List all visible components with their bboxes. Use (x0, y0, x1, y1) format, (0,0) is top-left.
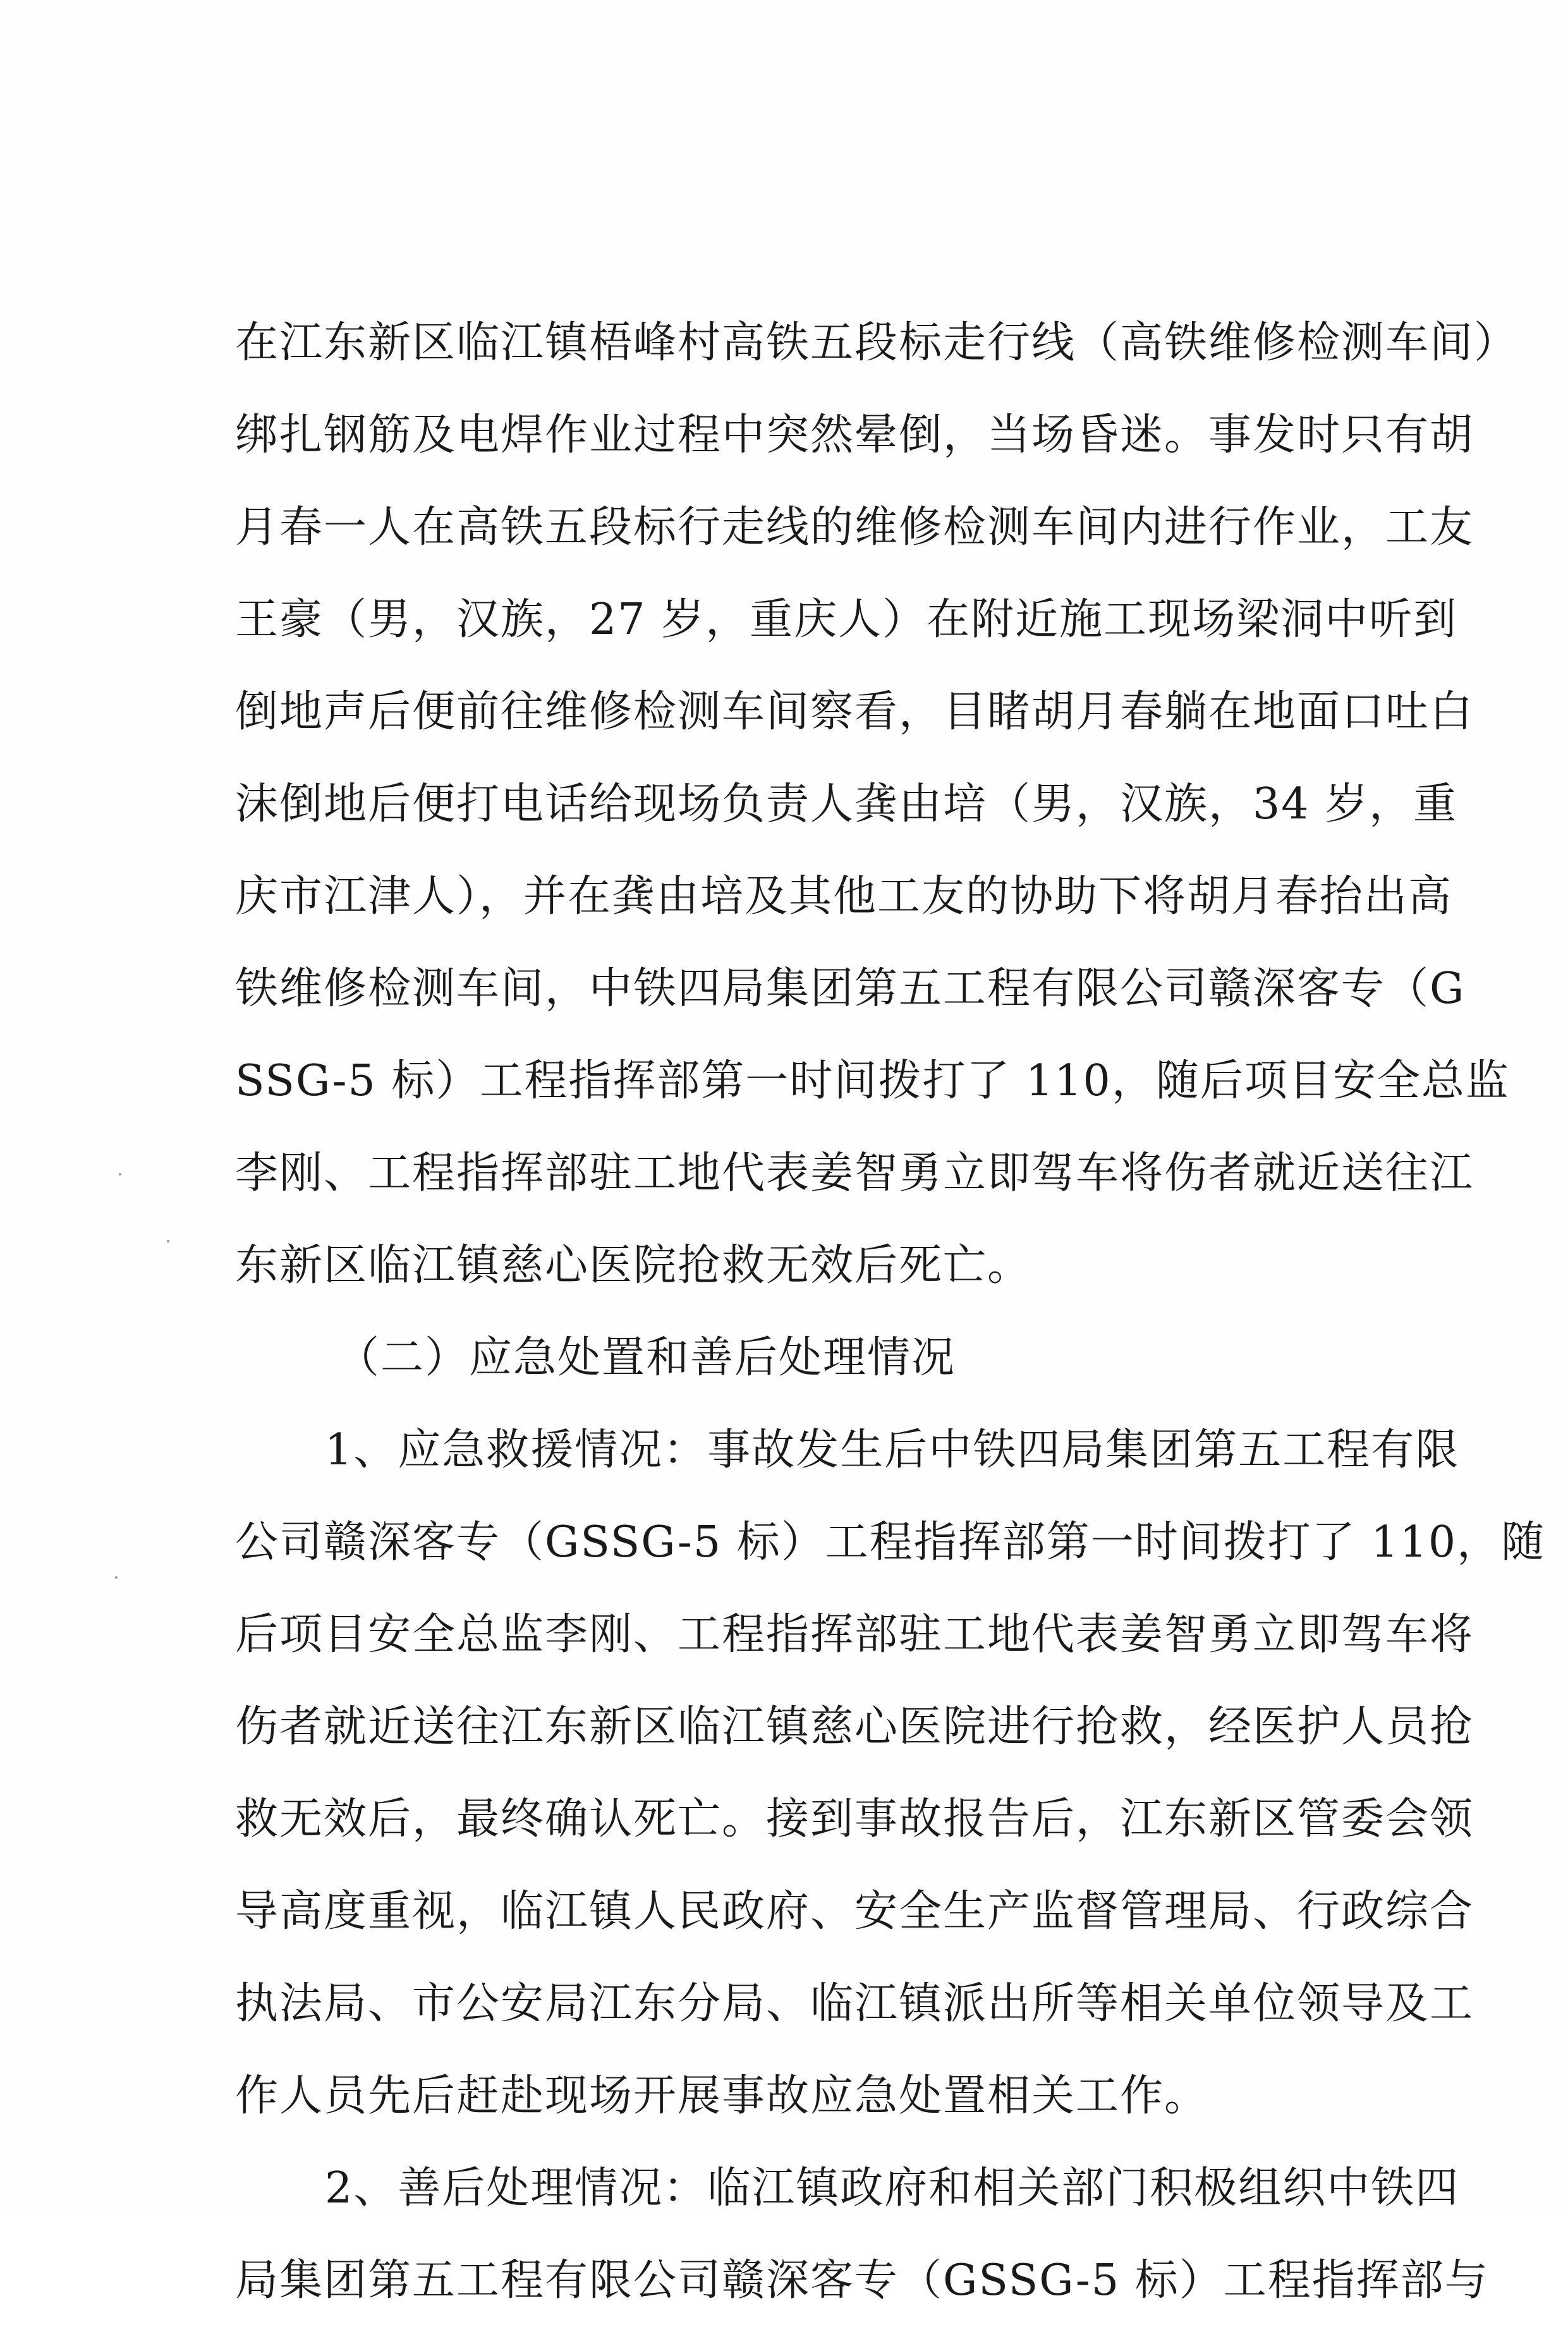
text-line: 铁维修检测车间，中铁四局集团第五工程有限公司赣深客专（G (235, 964, 1466, 1014)
text-line: 伤者就近送往江东新区临江镇慈心医院进行抢救，经医护人员抢 (235, 1702, 1474, 1752)
text-line: 作人员先后赶赴现场开展事故应急处置相关工作。 (235, 2071, 1209, 2121)
text-line: 东新区临江镇慈心医院抢救无效后死亡。 (235, 1241, 1032, 1291)
paragraph-accident-description (235, 297, 1519, 1312)
text-line: SSG-5 标）工程指挥部第一时间拨打了 110，随后项目安全总监 (235, 1056, 1510, 1106)
text-line: 庆市江津人），并在龚由培及其他工友的协助下将胡月春抬出高 (235, 872, 1453, 921)
text-line: 月春一人在高铁五段标行走线的维修检测车间内进行作业，工友 (235, 502, 1474, 552)
scan-speck (115, 1576, 118, 1579)
paragraph-emergency-rescue (235, 1404, 1546, 2142)
section-heading: （二）应急处置和善后处理情况 (336, 1333, 956, 1383)
text-line: 后项目安全总监李刚、工程指挥部驻工地代表姜智勇立即驾车将 (235, 1610, 1474, 1660)
text-line: 王豪（男，汉族，27 岁，重庆人）在附近施工现场梁洞中听到 (235, 595, 1458, 645)
text-line: 2、善后处理情况：临江镇政府和相关部门积极组织中铁四 (325, 2163, 1460, 2213)
paragraph-aftermath (235, 2142, 1489, 2327)
text-line: 1、应急救援情况：事故发生后中铁四局集团第五工程有限 (325, 1425, 1460, 1475)
text-line: 倒地声后便前往维修检测车间察看，目睹胡月春躺在地面口吐白 (235, 687, 1474, 737)
text-line: 执法局、市公安局江东分局、临江镇派出所等相关单位领导及工 (235, 1979, 1474, 2029)
scan-speck (119, 1173, 121, 1176)
text-line: 李刚、工程指挥部驻工地代表姜智勇立即驾车将伤者就近送往江 (235, 1148, 1474, 1198)
text-line: 绑扎钢筋及电焊作业过程中突然晕倒，当场昏迷。事发时只有胡 (235, 410, 1474, 460)
text-line: 公司赣深客专（GSSG-5 标）工程指挥部第一时间拨打了 110，随 (235, 1517, 1546, 1567)
text-line: 救无效后，最终确认死亡。接到事故报告后，江东新区管委会领 (235, 1794, 1474, 1844)
scan-speck (167, 1240, 169, 1242)
text-line: 局集团第五工程有限公司赣深客专（GSSG-5 标）工程指挥部与 (235, 2256, 1489, 2306)
document-body (235, 297, 1546, 2327)
text-line: 在江东新区临江镇梧峰村高铁五段标走行线（高铁维修检测车间） (235, 318, 1519, 368)
text-line: 导高度重视，临江镇人民政府、安全生产监督管理局、行政综合 (235, 1887, 1474, 1936)
text-line: 沫倒地后便打电话给现场负责人龚由培（男，汉族，34 岁，重 (235, 779, 1458, 829)
